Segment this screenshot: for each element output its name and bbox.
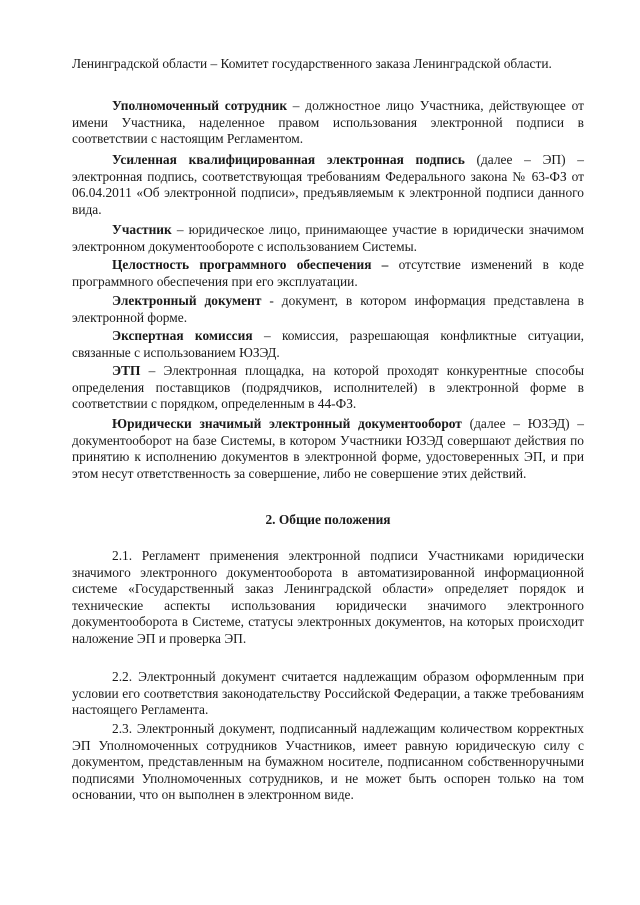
definition-term: Уполномоченный сотрудник [112, 98, 288, 113]
definition-text: – юридическое лицо, принимающее участие в юридически значимом электронном документообороте с использованием Системы. [72, 222, 584, 254]
definition-participant [72, 222, 584, 255]
definition-text: – должностное лицо Участника, действующее от имени Участника, наделенное правом использования электронной подписи в соответствии с настоящим Регламентом. [72, 98, 584, 147]
definition-electronic-document [72, 293, 584, 326]
section-heading: 2. Общие положения [265, 512, 391, 527]
definition-electronic-signature [72, 152, 584, 218]
definition-text: - документ, в котором информация представлена в электронной форме. [72, 293, 584, 325]
definition-text: отсутствие изменений в коде программного обеспечения при его эксплуатации. [72, 257, 584, 289]
definition-legal-edo [72, 416, 584, 482]
paragraph-2-1: 2.1. Регламент применения электронной подписи Участниками юридически значимого электронного документооборота в автоматизированной информационной системе «Государственный заказ Ленинградской области» определяет порядок и технические аспекты использования юридически значимого электронного документооборота в Системе, статусы электронных документов, на которых происходит наложение ЭП и проверка ЭП. [72, 548, 584, 646]
definition-continuation [72, 56, 584, 73]
definition-text: – комиссия, разрешающая конфликтные ситуации, связанные с использованием ЮЗЭД. [72, 328, 584, 360]
definition-term: Экспертная комиссия [112, 328, 253, 343]
definition-authorized-employee [72, 98, 584, 148]
definition-software-integrity [72, 257, 584, 290]
definition-term: Участник [112, 222, 172, 237]
definition-text: (далее – ЭП) – электронная подпись, соответствующая требованиям Федерального закона № 63-ФЗ от 06.04.2011 «Об электронной подписи», предъявляемым к электронной подписи данного вида. [72, 152, 584, 217]
definition-etp [72, 363, 584, 413]
definition-text: (далее – ЮЗЭД) – документооборот на базе Системы, в котором Участники ЮЗЭД совершают действия по принятию к исполнению документов в электронной форме, удостоверенных ЭП, и при этом несут ответственность за совершение, либо не совершение этих действий. [72, 416, 584, 481]
definition-text: – Электронная площадка, на которой проходят конкурентные способы определения поставщиков (подрядчиков, исполнителей) в электронной форме в соответствии с порядком, определенным в 44-ФЗ. [72, 363, 584, 412]
definition-expert-commission [72, 328, 584, 361]
definition-term: Целостность программного обеспечения – [112, 257, 389, 272]
definition-text: Ленинградской области – Комитет государственного заказа Ленинградской области. [72, 56, 552, 71]
definition-term: Усиленная квалифицированная электронная подпись [112, 152, 465, 167]
paragraph-2-2: 2.2. Электронный документ считается надлежащим образом оформленным при условии его соответствия законодательству Российской Федерации, а также требованиям настоящего Регламента. [72, 669, 584, 718]
definition-term: ЭТП [112, 363, 141, 378]
paragraph-2-3: 2.3. Электронный документ, подписанный надлежащим количеством корректных ЭП Уполномоченных сотрудников Участников, имеет равную юридическую силу с документом, представленным на бумажном носителе, подписанном собственноручными подписями Уполномоченных сотрудников, и не может быть оспорен только на том основании, что он выполнен в электронном виде. [72, 721, 584, 803]
definition-term: Электронный документ [112, 293, 262, 308]
definition-term: Юридически значимый электронный документооборот [112, 416, 462, 431]
